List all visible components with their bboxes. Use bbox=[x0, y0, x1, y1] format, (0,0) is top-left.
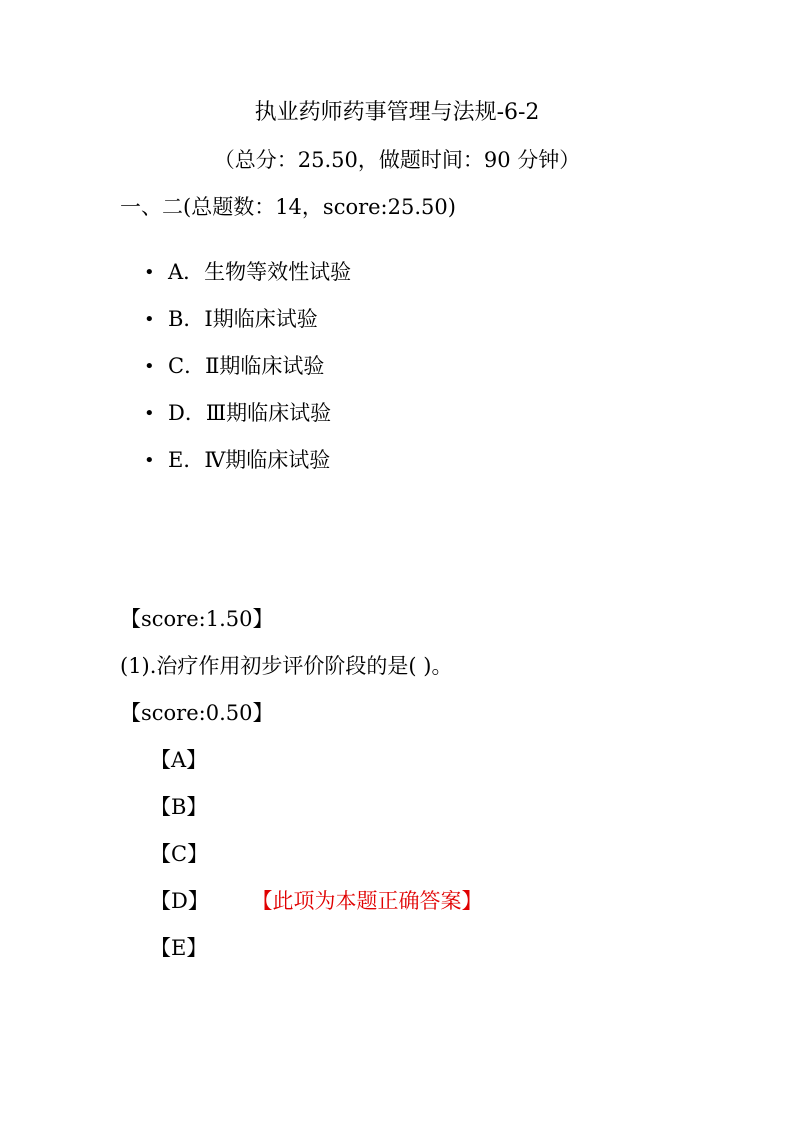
option-label: C．Ⅱ期临床试验 bbox=[168, 354, 325, 378]
section-header: 一、二(总题数：14，score:25.50) bbox=[120, 195, 456, 219]
option-label: D．Ⅲ期临床试验 bbox=[168, 401, 332, 425]
answer-option-c bbox=[150, 839, 483, 886]
option-item bbox=[144, 446, 351, 493]
correct-answer-marker: 【此项为本题正确答案】 bbox=[251, 889, 483, 913]
answer-option-e bbox=[150, 933, 483, 980]
answer-label: 【B】 bbox=[150, 795, 208, 819]
answer-label: 【C】 bbox=[150, 842, 209, 866]
option-label: E．Ⅳ期临床试验 bbox=[168, 448, 331, 472]
answer-label: 【E】 bbox=[150, 936, 208, 960]
answer-option-a bbox=[150, 745, 483, 792]
group-score: 【score:1.50】 bbox=[120, 607, 274, 631]
answer-option-b bbox=[150, 792, 483, 839]
answer-option-d bbox=[150, 886, 483, 933]
option-label: A．生物等效性试验 bbox=[168, 260, 352, 284]
option-label: B．Ⅰ期临床试验 bbox=[168, 307, 318, 331]
question-block bbox=[120, 604, 452, 745]
answer-list bbox=[150, 745, 483, 980]
option-item bbox=[144, 305, 351, 352]
option-list bbox=[144, 258, 351, 493]
document-title: 执业药师药事管理与法规-6-2 bbox=[254, 100, 540, 125]
answer-label: 【A】 bbox=[150, 748, 208, 772]
document-subtitle: （总分：25.50，做题时间：90 分钟） bbox=[213, 148, 581, 172]
question-text: (1).治疗作用初步评价阶段的是( )。 bbox=[120, 654, 453, 678]
answer-label: 【D】 bbox=[150, 889, 209, 913]
option-item bbox=[144, 258, 351, 305]
bullet-icon: • bbox=[144, 309, 155, 330]
option-item bbox=[144, 352, 351, 399]
question-score: 【score:0.50】 bbox=[120, 701, 274, 725]
bullet-icon: • bbox=[144, 403, 155, 424]
bullet-icon: • bbox=[144, 356, 155, 377]
bullet-icon: • bbox=[144, 450, 155, 471]
option-item bbox=[144, 399, 351, 446]
bullet-icon: • bbox=[144, 262, 155, 283]
